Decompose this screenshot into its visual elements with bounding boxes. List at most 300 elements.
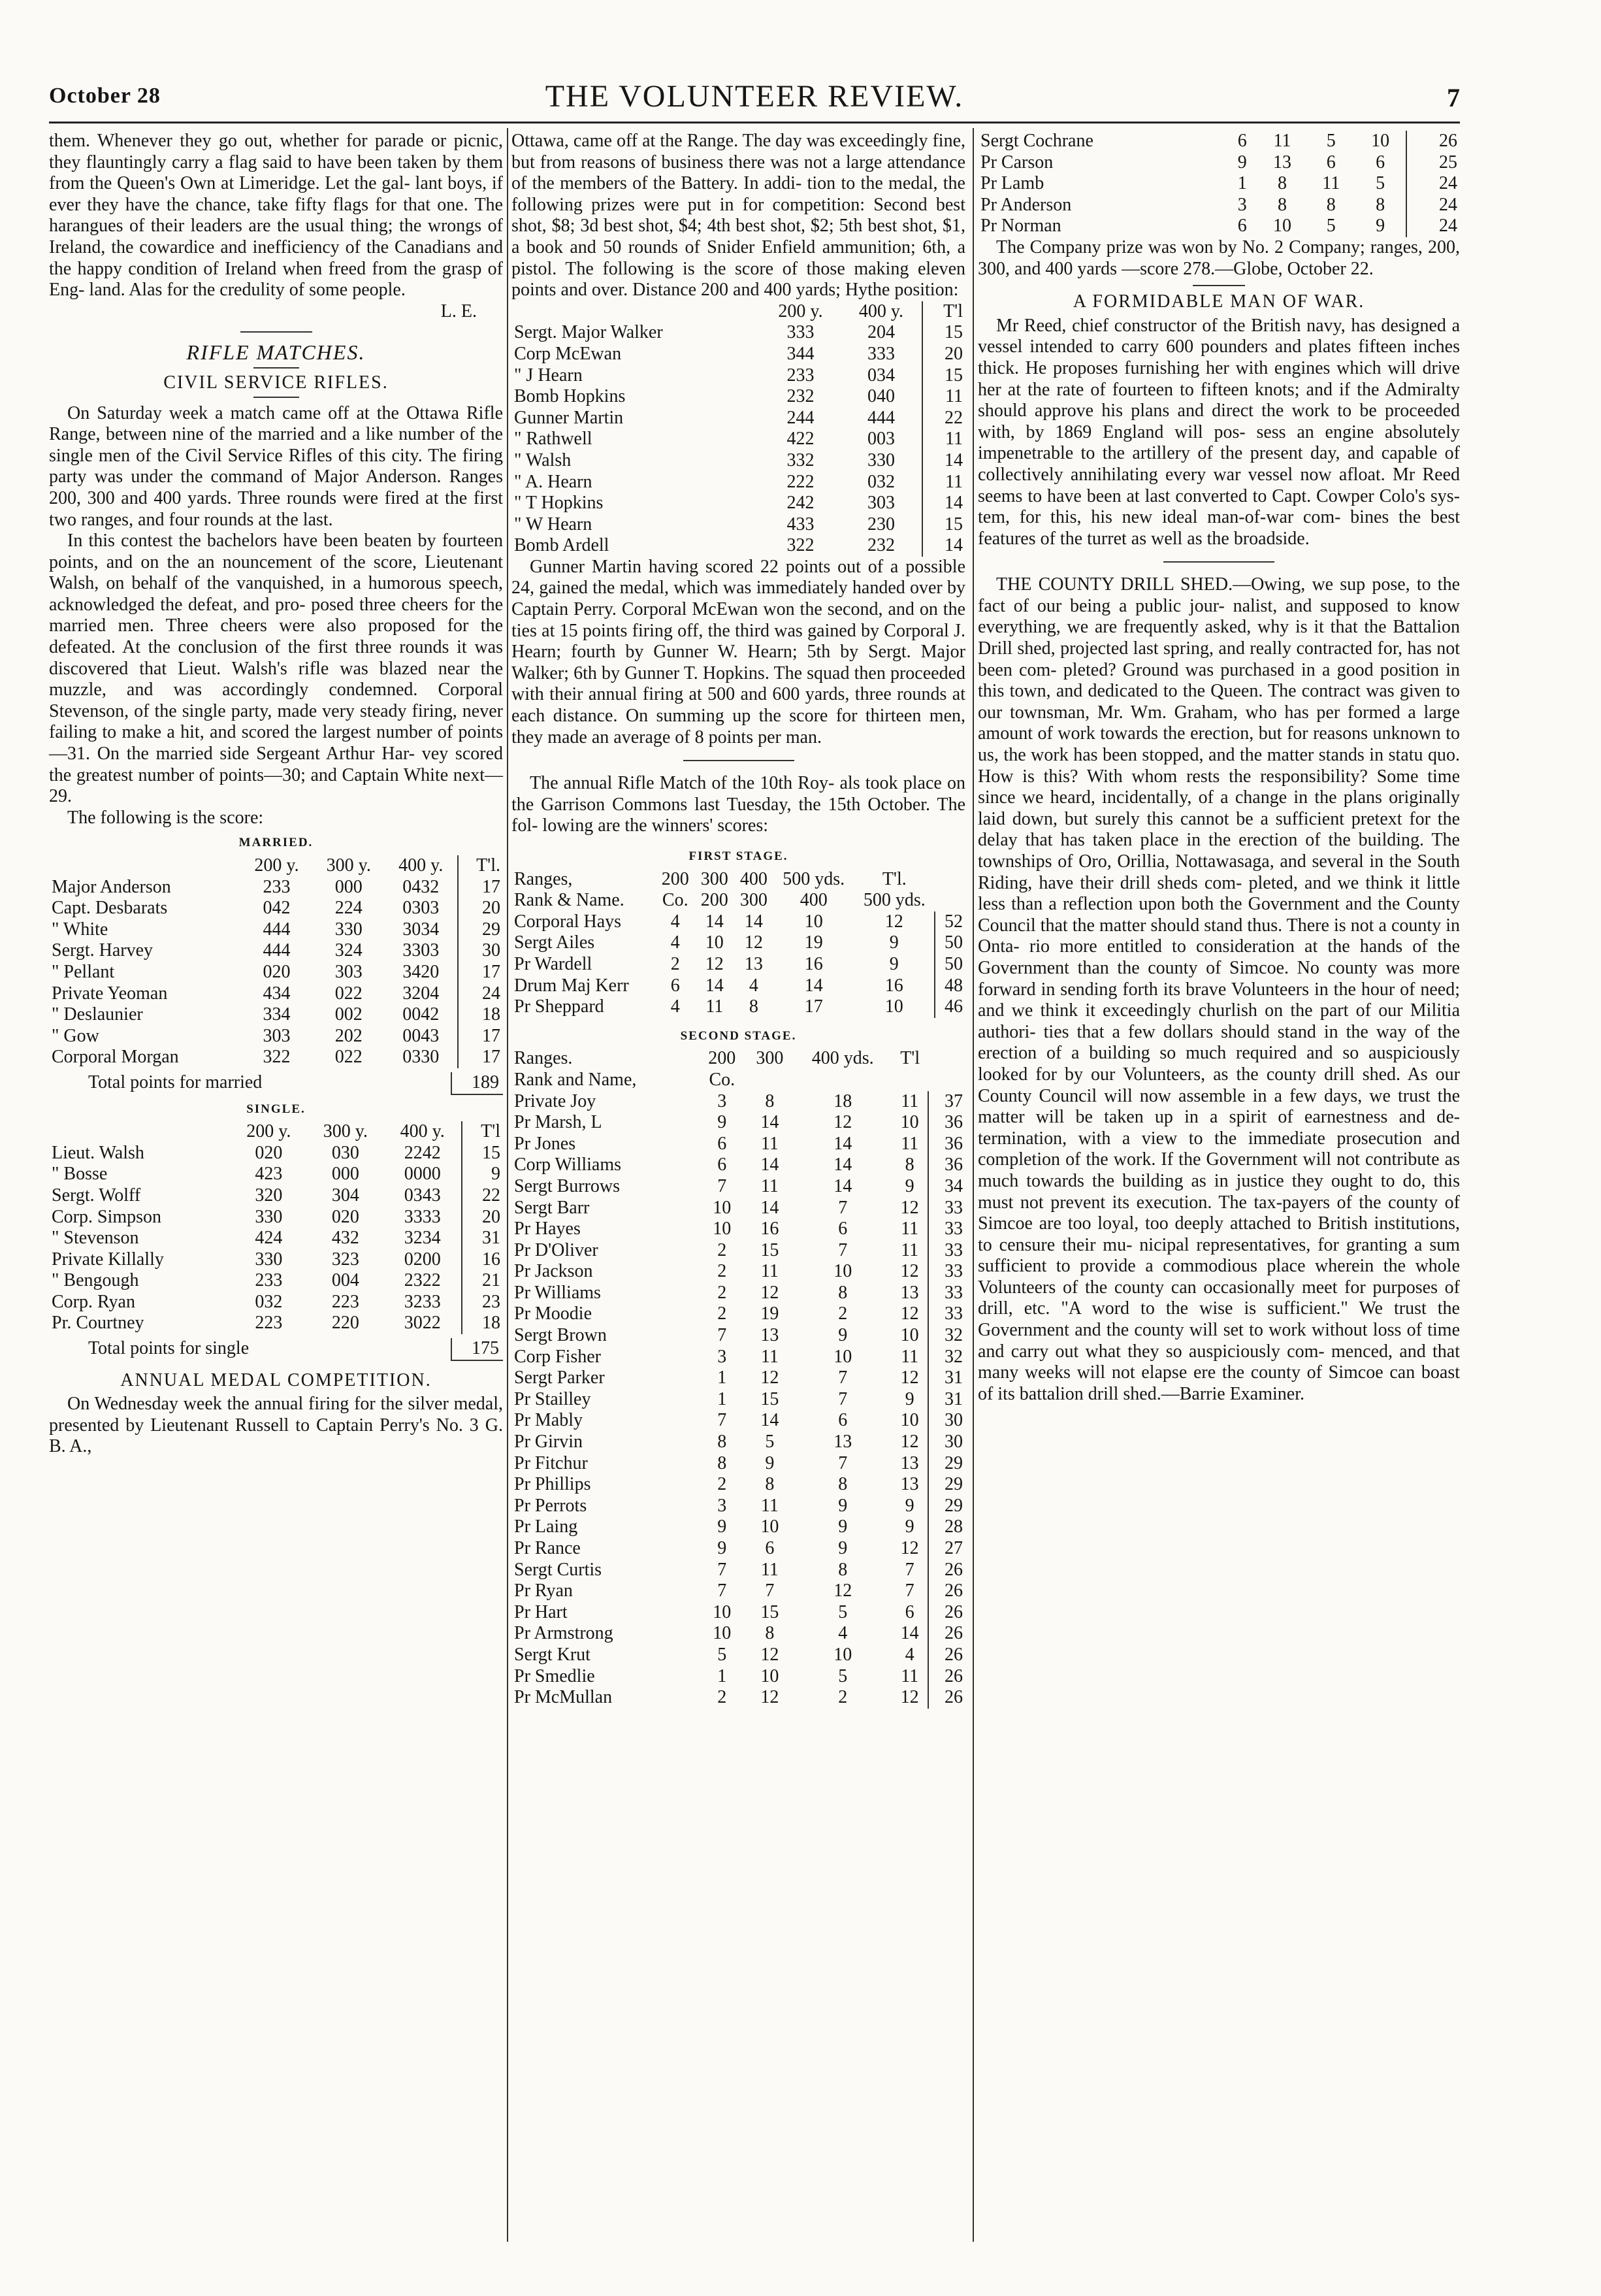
score-cell: 423 xyxy=(255,1164,283,1185)
score-cell: 330 xyxy=(867,450,895,470)
score-cell: 200 y. xyxy=(778,301,823,321)
score-cell: 330 xyxy=(255,1206,283,1227)
score-cell: 304 xyxy=(331,1185,359,1205)
score-cell: 0432 xyxy=(402,876,440,897)
score-cell: 7 xyxy=(838,1239,848,1260)
score-cell: T'l. xyxy=(882,868,907,889)
score-cell: 022 xyxy=(334,1047,363,1068)
total-label: Total points for single xyxy=(88,1338,250,1359)
name-cell: Private Yeoman xyxy=(52,983,168,1004)
table-row xyxy=(511,322,965,344)
divider xyxy=(1193,285,1245,286)
score-cell: 24 xyxy=(1406,173,1460,195)
name-cell: Sergt Burrows xyxy=(514,1175,621,1196)
score-cell: 8 xyxy=(749,996,758,1017)
score-cell: 10 xyxy=(833,1261,852,1282)
table-row xyxy=(49,962,503,983)
name-cell: Major Anderson xyxy=(52,876,171,897)
table-header-row xyxy=(49,855,503,877)
table-label: SECOND STAGE. xyxy=(680,1028,797,1043)
table-row xyxy=(511,344,965,365)
score-cell: 13 xyxy=(744,953,763,974)
score-cell: 52 xyxy=(935,911,965,933)
score-cell: Co. xyxy=(662,890,688,911)
name-cell: Rank & Name. xyxy=(514,890,624,911)
score-cell: 9 xyxy=(1376,216,1385,237)
score-cell: 11 xyxy=(922,429,965,450)
score-cell: 233 xyxy=(786,365,815,385)
table-row xyxy=(49,919,503,941)
score-cell: 12 xyxy=(833,1112,852,1133)
score-cell: 11 xyxy=(760,1346,779,1367)
score-cell: 300 xyxy=(756,1048,784,1069)
table-row xyxy=(49,983,503,1005)
table-row xyxy=(511,408,965,429)
score-cell: 34 xyxy=(928,1176,965,1198)
masthead-title: THE VOLUNTEER REVIEW. xyxy=(545,79,964,114)
score-cell: 19 xyxy=(760,1304,779,1324)
score-cell: 17 xyxy=(458,962,503,983)
score-cell: 204 xyxy=(867,322,895,343)
name-cell: " W Hearn xyxy=(514,514,592,534)
score-cell: 2242 xyxy=(404,1142,441,1163)
total-line xyxy=(88,1072,503,1095)
score-cell: 32 xyxy=(928,1347,965,1368)
score-cell: 29 xyxy=(928,1474,965,1496)
score-cell: 14 xyxy=(833,1155,852,1175)
score-cell: 26 xyxy=(1406,131,1460,152)
table-header-row xyxy=(511,1048,965,1070)
score-cell: 36 xyxy=(928,1155,965,1176)
name-cell: Pr Jones xyxy=(514,1133,576,1154)
name-cell: Sergt Barr xyxy=(514,1197,590,1218)
score-cell: 50 xyxy=(935,954,965,976)
name-cell: Sergt Curtis xyxy=(514,1559,602,1580)
score-cell: 26 xyxy=(928,1560,965,1581)
table-row xyxy=(49,877,503,898)
score-cell: 9 xyxy=(905,1388,914,1409)
name-cell: Pr Hart xyxy=(514,1601,568,1622)
score-cell: 232 xyxy=(786,386,815,407)
score-cell: 6 xyxy=(670,975,680,996)
single-score-table xyxy=(49,1121,503,1334)
score-cell: 3333 xyxy=(404,1206,441,1227)
score-cell: 330 xyxy=(255,1249,283,1270)
score-cell: 33 xyxy=(928,1198,965,1219)
table-header-row xyxy=(511,301,965,323)
score-cell: 7 xyxy=(717,1325,727,1346)
score-cell: 200 y. xyxy=(254,855,299,876)
table-header-row xyxy=(511,1070,965,1091)
score-cell: 5 xyxy=(1326,216,1336,237)
score-cell: 22 xyxy=(922,408,965,429)
score-cell: 222 xyxy=(786,471,815,492)
name-cell: " Pellant xyxy=(52,961,115,982)
score-cell: 022 xyxy=(334,983,363,1004)
score-cell: 14 xyxy=(760,1410,779,1431)
score-cell: 6 xyxy=(717,1133,727,1154)
score-cell: 46 xyxy=(935,996,965,1018)
score-cell: 11 xyxy=(1322,173,1340,194)
score-cell: 032 xyxy=(255,1291,283,1312)
score-cell: 21 xyxy=(462,1270,503,1292)
score-cell: 334 xyxy=(263,1004,291,1025)
score-cell: 15 xyxy=(922,365,965,387)
score-cell: 14 xyxy=(760,1112,779,1133)
table-label: FIRST STAGE. xyxy=(688,849,788,863)
name-cell: " Stevenson xyxy=(52,1228,139,1249)
name-cell: " Bengough xyxy=(52,1270,139,1291)
score-cell: 8 xyxy=(838,1474,848,1495)
score-cell: 4 xyxy=(670,932,680,953)
score-cell: 6 xyxy=(838,1219,848,1239)
paragraph: The annual Rifle Match of the 10th Roy- als took place on the Garrison Commons last Tuesday, the 15th October. The fol- lowing are the winners' scores: xyxy=(511,773,965,836)
score-cell: 10 xyxy=(1371,131,1390,151)
score-cell: 303 xyxy=(263,1025,291,1046)
score-cell: 30 xyxy=(928,1432,965,1453)
score-cell: 10 xyxy=(760,1665,779,1686)
score-cell: 3420 xyxy=(402,961,440,982)
score-cell: 10 xyxy=(713,1601,732,1622)
score-cell: 12 xyxy=(900,1197,919,1218)
score-cell: 8 xyxy=(765,1091,775,1111)
score-cell: 300 xyxy=(739,890,768,911)
score-cell: 3 xyxy=(717,1346,727,1367)
score-cell: 10 xyxy=(713,1197,732,1218)
score-cell: 12 xyxy=(900,1261,919,1282)
paragraph: On Saturday week a match came off at the Ottawa Rifle Range, between nine of the married and a like number of the single men of the Civil Service Rifles of this city. The firing party was under the command of Major Anderson. Ranges 200, 300 and 400 yards. Three rounds were fired at the first two ranges, and four rounds at the last. xyxy=(49,402,503,530)
score-cell: 11 xyxy=(901,1346,919,1367)
score-cell: 31 xyxy=(928,1368,965,1389)
score-cell: 300 xyxy=(700,868,728,889)
paragraph: The Company prize was won by No. 2 Company; ranges, 200, 300, and 400 yards —score 278.—Globe, October 22. xyxy=(978,237,1460,279)
table-header-row xyxy=(49,1121,503,1143)
score-cell: 8 xyxy=(765,1474,775,1495)
score-cell: 7 xyxy=(838,1197,848,1218)
score-cell: 3204 xyxy=(402,983,440,1004)
score-cell: 500 yds. xyxy=(863,890,926,911)
score-cell: 13 xyxy=(900,1282,919,1303)
name-cell: " T Hopkins xyxy=(514,493,604,514)
score-cell: 12 xyxy=(744,932,763,953)
table-row xyxy=(49,1292,503,1313)
score-cell: 11 xyxy=(901,1091,919,1111)
table-row xyxy=(511,365,965,387)
table-row xyxy=(511,1474,965,1496)
score-cell: 320 xyxy=(255,1185,283,1205)
score-cell: 244 xyxy=(786,407,815,428)
name-cell: " Bosse xyxy=(52,1164,108,1185)
score-cell: 9 xyxy=(838,1495,848,1516)
score-cell: 31 xyxy=(928,1389,965,1411)
score-cell: 9 xyxy=(717,1517,727,1537)
score-cell: 232 xyxy=(867,535,895,556)
score-cell: 18 xyxy=(833,1091,852,1111)
column-divider-1 xyxy=(507,128,508,2242)
table-row xyxy=(511,1134,965,1155)
score-cell: 4 xyxy=(905,1644,914,1665)
score-cell: 3234 xyxy=(404,1228,441,1249)
score-cell: 9 xyxy=(905,1517,914,1537)
score-cell: 020 xyxy=(263,961,291,982)
table-row xyxy=(511,1176,965,1198)
score-cell: 11 xyxy=(760,1133,779,1154)
score-cell: 324 xyxy=(334,940,363,961)
score-cell: 0043 xyxy=(402,1025,440,1046)
score-cell: 6 xyxy=(905,1601,914,1622)
score-cell: 8 xyxy=(717,1432,727,1452)
table-row xyxy=(49,1249,503,1271)
paragraph: Ottawa, came off at the Range. The day was exceedingly fine, but from reasons of business there was not a large attendance of the members of the Battery. In addi- tion to the medal, the following prizes were put in for competition: Second best shot, $8; 3d best shot, $4; 4th best shot, $2; 5th best shot, $1, a book and 50 rounds of Snider Enfield ammunition; 6th, a pistol. The following is the score of those making eleven points and over. Distance 200 and 400 yards; Hythe position: xyxy=(511,131,965,301)
first-stage-table xyxy=(511,869,965,1018)
score-cell: 002 xyxy=(334,1004,363,1025)
name-cell: Pr Williams xyxy=(514,1282,601,1303)
score-cell: 33 xyxy=(928,1240,965,1262)
score-cell: 5 xyxy=(717,1644,727,1665)
table-row xyxy=(978,173,1460,195)
table-row xyxy=(511,429,965,450)
score-cell: 48 xyxy=(935,976,965,997)
score-cell: 14 xyxy=(744,911,763,932)
score-cell: 11 xyxy=(760,1261,779,1282)
score-cell: 030 xyxy=(331,1142,359,1163)
name-cell: Corp Williams xyxy=(514,1155,622,1175)
score-cell: 12 xyxy=(760,1368,779,1388)
score-cell: 12 xyxy=(760,1644,779,1665)
score-cell: 11 xyxy=(760,1495,779,1516)
score-cell: 10 xyxy=(713,1623,732,1644)
name-cell: Private Killally xyxy=(52,1249,164,1270)
score-cell: 8 xyxy=(838,1559,848,1580)
divider xyxy=(240,331,312,333)
table-row xyxy=(511,535,965,557)
name-cell: Sergt Ailes xyxy=(514,932,595,953)
score-cell: 16 xyxy=(884,975,903,996)
score-cell: 10 xyxy=(833,1346,852,1367)
score-cell: 28 xyxy=(928,1517,965,1538)
table-row xyxy=(511,1517,965,1538)
score-cell: 9 xyxy=(462,1164,503,1185)
score-cell: 20 xyxy=(462,1207,503,1228)
table-row xyxy=(511,1538,965,1560)
score-cell: 200 xyxy=(708,1048,736,1069)
score-cell: 12 xyxy=(900,1304,919,1324)
score-cell: 8 xyxy=(765,1623,775,1644)
second-stage-table-continued xyxy=(978,131,1460,237)
table-row xyxy=(511,976,965,997)
table-row xyxy=(49,1228,503,1249)
name-cell: Pr Ryan xyxy=(514,1581,573,1601)
score-cell: 5 xyxy=(838,1665,848,1686)
score-cell: 10 xyxy=(804,911,823,932)
score-cell: 9 xyxy=(765,1452,775,1473)
score-cell: 2 xyxy=(838,1304,848,1324)
divider xyxy=(1163,561,1274,563)
score-cell: 5 xyxy=(765,1432,775,1452)
score-cell: 14 xyxy=(922,493,965,514)
score-cell: 7 xyxy=(838,1368,848,1388)
name-cell: Sergt. Major Walker xyxy=(514,322,663,343)
score-cell: T'l xyxy=(462,1121,503,1143)
score-cell: 15 xyxy=(760,1239,779,1260)
score-cell: 2 xyxy=(838,1687,848,1708)
name-cell: Corporal Morgan xyxy=(52,1047,179,1068)
score-cell: 11 xyxy=(901,1239,919,1260)
paragraph: THE COUNTY DRILL SHED.—Owing, we sup pose, to the fact of our being a public jour- nalist, and supposed to know everything, we are frequently asked, why is it that the Battalion Drill shed, projected last spring, and really contracted for, has not been com- pleted? Ground was purchased in a good position in this town, and dedicated to the Queen. The contract was given to our townsman, Mr. Wm. Graham, who has per formed a large amount of work towards the erection, but for reasons unknown to us, the work has been stopped, and the matter stands in statu quo. How is this? With whom rests the responsibility? Some time since we heard, incidentally, of a change in the plans originally laid down, but surely this cannot be a sufficient pretext for the delay that has taken place in the erection of the building. The townships of Oro, Orillia, Nottawasaga, and several in the South Riding, have their drill sheds com- pleted, and we think it little less than a reflection upon both the Government and the County Council that the matter should stand thus. There is not a county in Onta- rio more entitled to consideration at the hands of the Government than the county of Simcoe. No county was more forward in sending forth its brave Volunteers in the hour of need; and we think it exceedingly churlish on the part of our Militia authori- ties that a few dollars should stand in the way of the erection of a building so much required and so auspiciously looked for by our Volunteers, as the county drill shed. As our County Council will now assemble in a few days, we trust the matter will be taken up in a spirit of earnestness and de- termination, with a view to the immediate prosecution and completion of the work. If the Government will not contribute as much towards the building as in justice they ought to do, this must not prevent its execution. The tax-payers of the county of Simcoe are too loyal, too deeply attached to British institutions, to censure their mu- nicipal representatives, for granting a sum sufficient to provide a commodious place wherein the whole Volunteers of the county can occasionally meet for purposes of drill, etc. "A word to the wise is sufficient." We trust the Government and the county will set to work without loss of time and carry out what they so auspiciously com- menced, and that many weeks will not elapse ere the county of Simcoe can boast of its battalion drill shed.—Barrie Examiner. xyxy=(978,574,1460,1404)
table-row xyxy=(49,940,503,962)
name-cell: Ranges. xyxy=(514,1048,573,1069)
score-cell: 400 y. xyxy=(398,855,444,876)
table-row xyxy=(511,1240,965,1262)
table-row xyxy=(511,493,965,514)
score-cell: 400 xyxy=(800,890,828,911)
score-cell: 6 xyxy=(1237,131,1247,151)
score-cell: 17 xyxy=(458,1026,503,1047)
score-cell: 0343 xyxy=(404,1185,441,1205)
table-row xyxy=(49,1270,503,1292)
score-cell: 6 xyxy=(838,1410,848,1431)
score-cell: 3233 xyxy=(404,1291,441,1312)
score-cell: 14 xyxy=(833,1175,852,1196)
score-cell: 12 xyxy=(833,1581,852,1601)
score-cell: 37 xyxy=(928,1091,965,1113)
score-cell: 9 xyxy=(717,1112,727,1133)
score-cell: 224 xyxy=(334,898,363,919)
score-cell: 31 xyxy=(462,1228,503,1249)
score-cell: 12 xyxy=(760,1282,779,1303)
score-cell: 9 xyxy=(717,1538,727,1558)
score-cell: 13 xyxy=(760,1325,779,1346)
score-cell: 12 xyxy=(884,911,903,932)
table-row xyxy=(511,1283,965,1304)
score-cell: 000 xyxy=(334,876,363,897)
score-cell: 400 yds. xyxy=(811,1048,874,1069)
table-row xyxy=(511,1432,965,1453)
score-cell: 13 xyxy=(900,1452,919,1473)
score-cell: 17 xyxy=(804,996,823,1017)
score-cell: 15 xyxy=(462,1143,503,1164)
score-cell: 11 xyxy=(760,1175,779,1196)
name-cell: Pr Mably xyxy=(514,1410,583,1431)
score-cell: 14 xyxy=(760,1197,779,1218)
divider xyxy=(683,760,794,761)
score-cell: 11 xyxy=(922,472,965,493)
score-cell: 300 y. xyxy=(323,1121,368,1142)
table-row xyxy=(511,1261,965,1283)
table-row xyxy=(511,1347,965,1368)
table-label: SINGLE. xyxy=(246,1102,306,1116)
score-cell: 7 xyxy=(717,1175,727,1196)
name-cell: " Deslaunier xyxy=(52,1004,143,1025)
score-cell: 4 xyxy=(670,911,680,932)
score-cell: 200 xyxy=(700,890,728,911)
score-cell: 2322 xyxy=(404,1270,441,1291)
score-cell: 4 xyxy=(749,975,758,996)
score-cell: 30 xyxy=(928,1410,965,1432)
divider xyxy=(253,397,299,398)
score-cell: 10 xyxy=(900,1325,919,1346)
score-cell: 2 xyxy=(717,1474,727,1495)
score-cell: 242 xyxy=(786,493,815,514)
score-cell: 202 xyxy=(334,1025,363,1046)
score-cell: 8 xyxy=(717,1452,727,1473)
score-cell: 1 xyxy=(717,1388,727,1409)
score-cell: T'l. xyxy=(458,855,503,877)
score-cell: 400 y. xyxy=(858,301,904,321)
score-cell: 6 xyxy=(765,1538,775,1558)
score-cell: 14 xyxy=(705,911,724,932)
total-value: 175 xyxy=(451,1338,503,1361)
score-cell: 9 xyxy=(889,932,899,953)
score-cell: 500 yds. xyxy=(783,868,845,889)
score-cell: 26 xyxy=(928,1687,965,1709)
score-cell: 323 xyxy=(331,1249,359,1270)
table-row xyxy=(511,1645,965,1666)
score-cell: 333 xyxy=(867,343,895,364)
table-row xyxy=(511,1155,965,1176)
table-row xyxy=(511,450,965,472)
score-cell: 8 xyxy=(838,1282,848,1303)
score-cell: 5 xyxy=(1376,173,1385,194)
table-row xyxy=(511,1091,965,1113)
score-cell: 10 xyxy=(833,1644,852,1665)
score-cell: 10 xyxy=(705,932,724,953)
score-cell: 9 xyxy=(905,1175,914,1196)
score-cell: 2 xyxy=(717,1687,727,1708)
name-cell: Pr Laing xyxy=(514,1517,578,1537)
score-cell: 9 xyxy=(905,1495,914,1516)
name-cell: Private Joy xyxy=(514,1091,596,1111)
table-row xyxy=(511,472,965,493)
score-cell: 16 xyxy=(804,953,823,974)
column-divider-2 xyxy=(973,128,974,2242)
paragraph: Mr Reed, chief constructor of the British navy, has designed a vessel intended to carry 600 pounders and plates fifteen inches thick. He proposes furnishing her with engines which will drive her at the rate of fourteen to fifteen knots; and if the Admiralty should approve his plans and direct the work to be proceeded with, by 1869 England will pos- sess an engine absolutely impenetrable to the artillery of the present day, and capable of collectively annihilating every war vessel now afloat. Mr Reed seems to have been at last converted to Capt. Cowper Colo's sys- tem, for this, his new ideal man-of-war com- bines the best features of the turret as well as the broadside. xyxy=(978,315,1460,549)
score-cell: 4 xyxy=(838,1623,848,1644)
score-cell: 10 xyxy=(760,1517,779,1537)
name-cell: Drum Maj Kerr xyxy=(514,975,629,996)
score-cell: 303 xyxy=(334,961,363,982)
table-row xyxy=(49,1164,503,1185)
score-cell: 14 xyxy=(804,975,823,996)
score-cell: 7 xyxy=(838,1388,848,1409)
table-row xyxy=(511,1112,965,1134)
score-cell: 9 xyxy=(1237,152,1247,172)
table-row xyxy=(511,386,965,408)
name-cell: Lieut. Walsh xyxy=(52,1142,144,1163)
score-cell: 6 xyxy=(1326,152,1336,172)
score-cell: 7 xyxy=(905,1559,914,1580)
name-cell: Capt. Desbarats xyxy=(52,898,168,919)
score-cell: 29 xyxy=(458,919,503,941)
score-cell: 11 xyxy=(760,1559,779,1580)
score-cell: 042 xyxy=(263,898,291,919)
name-cell: Sergt. Wolff xyxy=(52,1185,141,1205)
table-row xyxy=(511,514,965,536)
score-cell: 003 xyxy=(867,429,895,450)
score-cell: 29 xyxy=(928,1453,965,1475)
score-cell: 16 xyxy=(760,1219,779,1239)
name-cell: Ranges, xyxy=(514,868,573,889)
score-cell: 15 xyxy=(922,514,965,536)
name-cell: Sergt Brown xyxy=(514,1325,607,1346)
table-row xyxy=(49,1004,503,1026)
score-cell: 1 xyxy=(1237,173,1247,194)
score-cell: 200 y. xyxy=(246,1121,291,1142)
score-cell: 020 xyxy=(255,1142,283,1163)
score-cell: 17 xyxy=(458,877,503,898)
name-cell: " Rathwell xyxy=(514,429,592,450)
score-cell: 10 xyxy=(1272,216,1291,237)
